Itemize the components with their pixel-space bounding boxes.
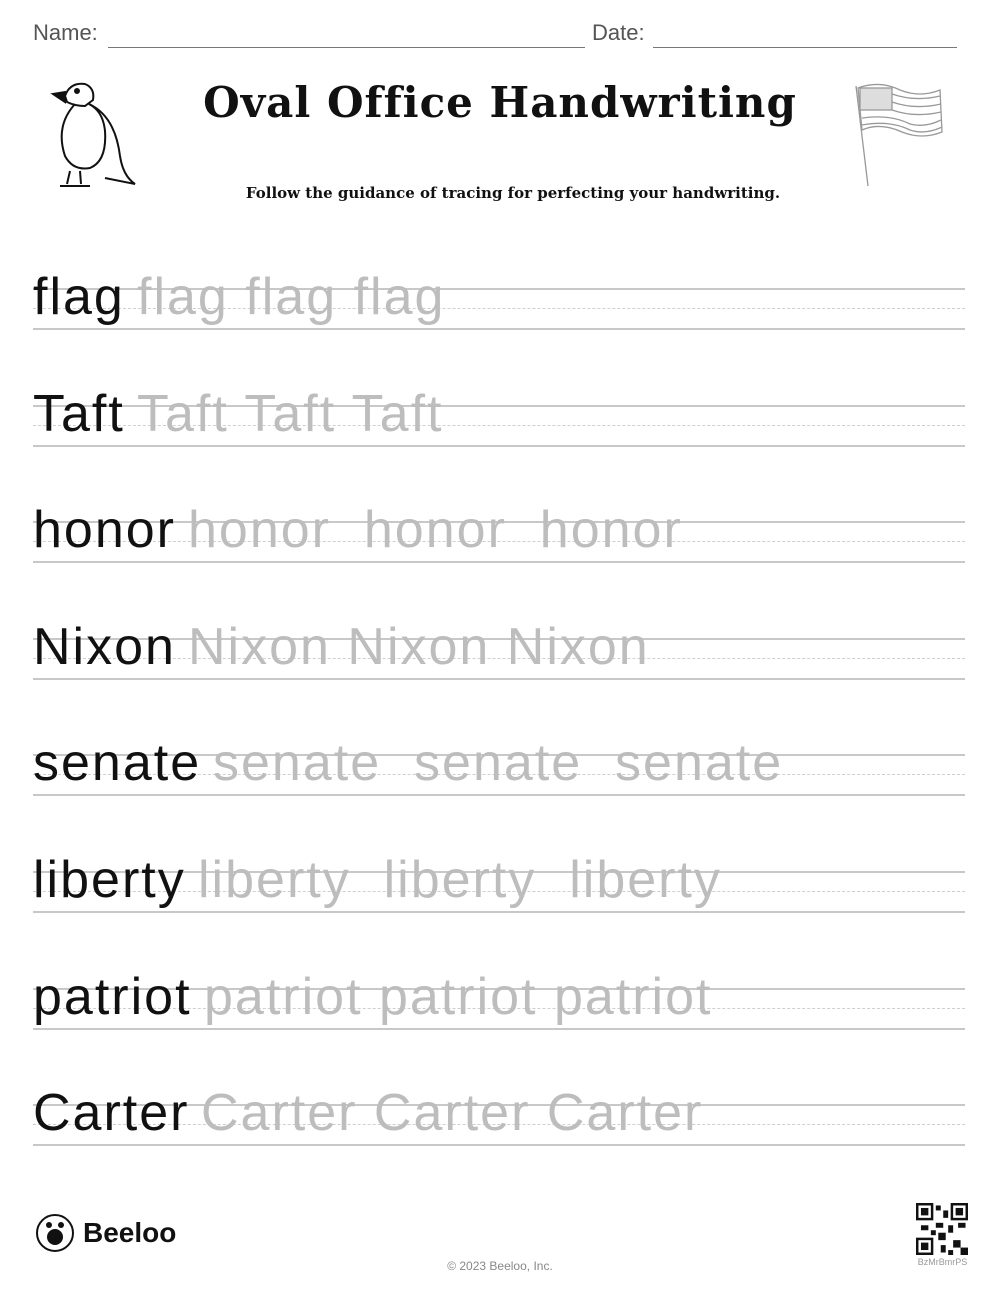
model-word: flag	[33, 268, 125, 326]
trace-words: flag flag flag	[137, 268, 446, 326]
baseline	[33, 445, 965, 447]
page-subtitle: Follow the guidance of tracing for perfecting your handwriting.	[245, 184, 781, 202]
practice-row[interactable]	[33, 501, 965, 601]
model-word: Nixon	[33, 617, 176, 676]
copyright: © 2023 Beeloo, Inc.	[447, 1259, 553, 1273]
baseline	[33, 794, 965, 796]
trace-words: honor honor honor	[188, 501, 683, 560]
baseline	[33, 328, 965, 330]
name-label: Name:	[33, 20, 98, 45]
model-word: senate	[33, 734, 202, 793]
baseline	[33, 911, 965, 913]
trace-words: Nixon Nixon Nixon	[188, 617, 650, 676]
beeloo-logo	[35, 1213, 176, 1253]
page-title: Oval Office Handwriting	[203, 78, 797, 127]
practice-row[interactable]	[33, 1084, 965, 1184]
practice-row[interactable]	[33, 617, 965, 718]
model-word: Carter	[33, 1084, 190, 1143]
practice-row[interactable]	[33, 268, 965, 368]
trace-words: Taft Taft Taft	[137, 384, 444, 443]
model-word: honor	[33, 501, 176, 560]
practice-row[interactable]	[33, 384, 965, 485]
practice-row[interactable]	[33, 851, 965, 951]
trace-words: patriot patriot patriot	[204, 967, 713, 1026]
baseline	[33, 1028, 965, 1030]
brand-name: Beeloo	[83, 1217, 177, 1248]
name-line[interactable]	[108, 47, 585, 48]
practice-row[interactable]	[33, 967, 965, 1068]
trace-words: Carter Carter Carter	[201, 1084, 704, 1143]
trace-words: senate senate senate	[213, 734, 784, 793]
baseline	[33, 678, 965, 680]
date-label: Date:	[592, 20, 645, 45]
worksheet-code: BzMrBmrPS	[917, 1257, 968, 1267]
baseline	[33, 1144, 965, 1146]
trace-words: liberty liberty liberty	[198, 851, 722, 909]
model-word: patriot	[33, 967, 192, 1026]
practice-row[interactable]	[33, 734, 965, 834]
date-line[interactable]	[653, 47, 957, 48]
bee-icon	[35, 1213, 75, 1253]
qr-code-icon	[916, 1203, 968, 1255]
baseline	[33, 561, 965, 563]
american-flag-icon	[850, 80, 945, 190]
model-word: Taft	[33, 384, 125, 443]
model-word: liberty	[33, 851, 186, 909]
